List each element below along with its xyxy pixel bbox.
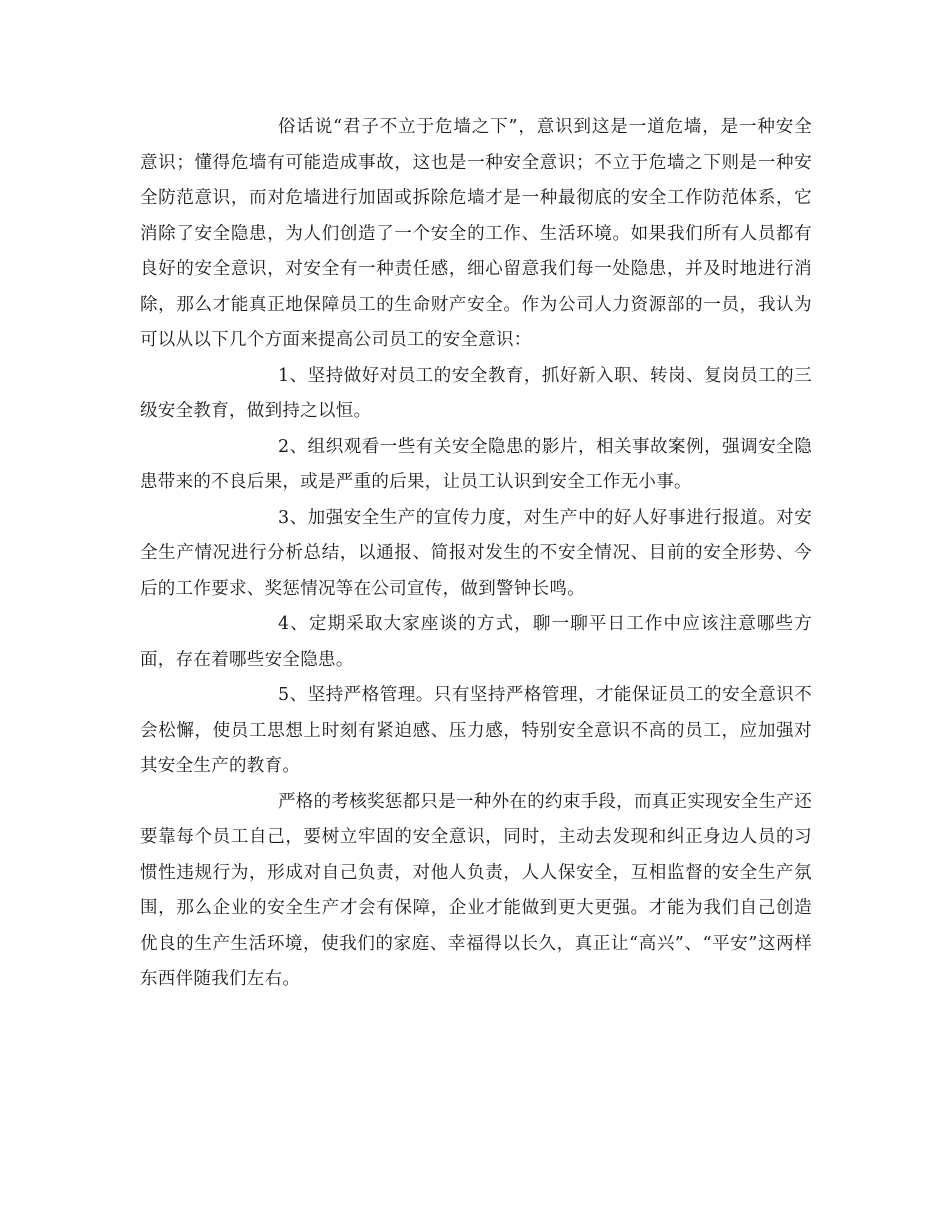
closing-paragraph: 严格的考核奖惩都只是一种外在的约束手段，而真正实现安全生产还要靠每个员工自己，要树立牢固的安全意识，同时，主动去发现和纠正身边人员的习惯性违规行为，形成对自己负责，对他人负责，人人保安全，互相监督的安全生产氛围，那么企业的安全生产才会有保障，企业才能做到更大更强。才能为我们自己创造优良的生产生活环境，使我们的家庭、幸福得以长久，真正让“高兴”、“平安”这两样东西伴随我们左右。 (140, 791, 812, 989)
list-item-2: 2、组织观看一些有关安全隐患的影片，相关事故案例，强调安全隐患带来的不良后果，或是严重的后果，让员工认识到安全工作无小事。 (140, 436, 812, 492)
document-body (140, 110, 812, 998)
list-item-1: 1、坚持做好对员工的安全教育，抓好新入职、转岗、复岗员工的三级安全教育，做到持之以恒。 (140, 365, 812, 421)
list-item-5: 5、坚持严格管理。只有坚持严格管理，才能保证员工的安全意识不会松懈，使员工思想上时刻有紧迫感、压力感，特别安全意识不高的员工，应加强对其安全生产的教育。 (140, 685, 812, 776)
intro-paragraph: 俗话说“君子不立于危墙之下”，意识到这是一道危墙，是一种安全意识；懂得危墙有可能造成事故，这也是一种安全意识；不立于危墙之下则是一种安全防范意识，而对危墙进行加固或拆除危墙才是一种最彻底的安全工作防范体系，它消除了安全隐患，为人们创造了一个安全的工作、生活环境。如果我们所有人员都有良好的安全意识，对安全有一种责任感，细心留意我们每一处隐患，并及时地进行消除，那么才能真正地保障员工的生命财产安全。作为公司人力资源部的一员，我认为可以从以下几个方面来提高公司员工的安全意识： (140, 117, 812, 350)
list-item-4: 4、定期采取大家座谈的方式，聊一聊平日工作中应该注意哪些方面，存在着哪些安全隐患。 (140, 614, 812, 670)
list-item-3: 3、加强安全生产的宣传力度，对生产中的好人好事进行报道。对安全生产情况进行分析总结，以通报、简报对发生的不安全情况、目前的安全形势、今后的工作要求、奖惩情况等在公司宣传，做到警钟长鸣。 (140, 507, 812, 599)
